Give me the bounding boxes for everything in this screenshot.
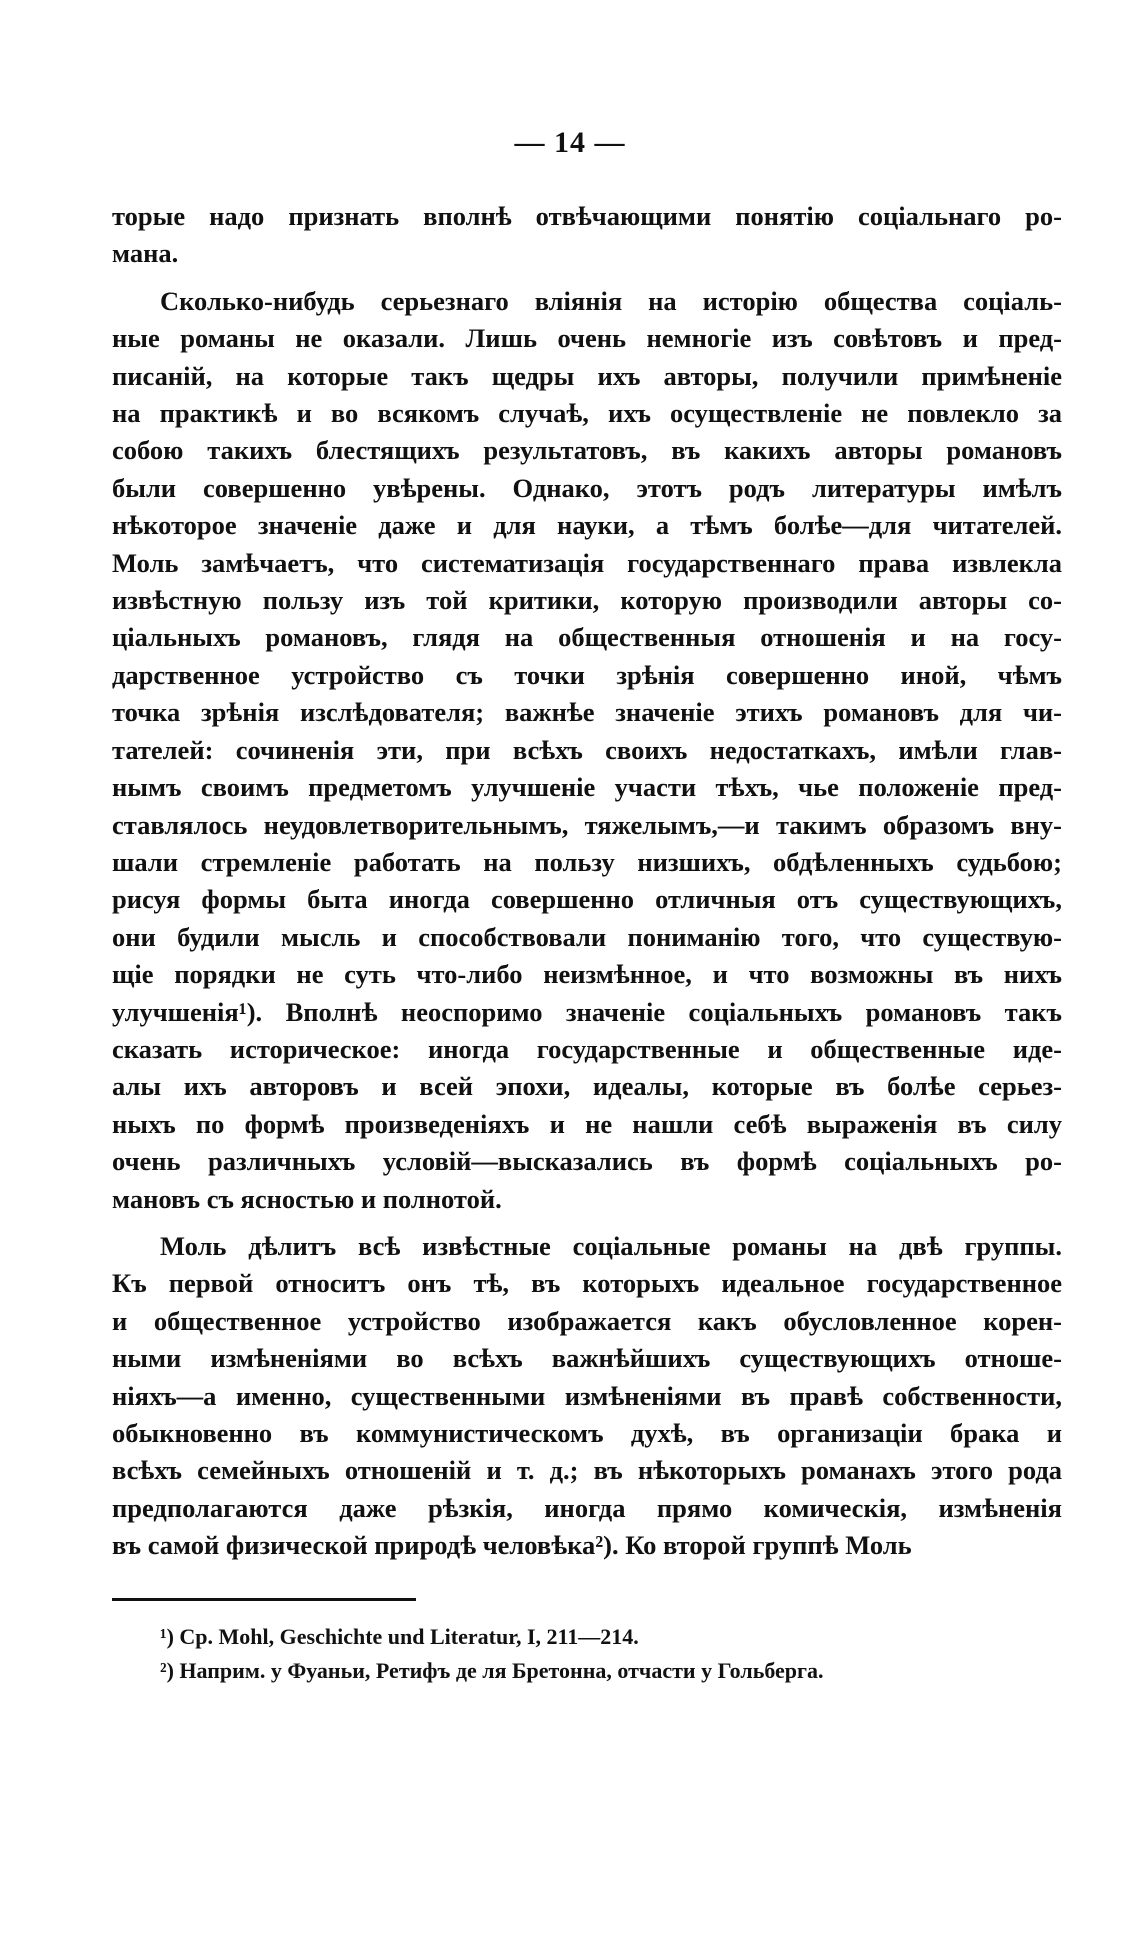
paragraph (112, 1228, 1062, 1565)
text-line: на практикѣ и во всякомъ случаѣ, ихъ осуществленіе не повлекло за (112, 398, 1062, 429)
text-line: рисуя формы быта иногда совершенно отличныя отъ существующихъ, (112, 884, 1062, 915)
paragraph (112, 283, 1062, 1218)
text-line: точка зрѣнія изслѣдователя; важнѣе значеніе этихъ романовъ для чи- (112, 697, 1062, 728)
text-line: Сколько-нибудь серьезнаго вліянія на исторію общества соціаль- (160, 285, 1062, 316)
text-line: ными измѣненіями во всѣхъ важнѣйшихъ существующихъ отноше- (112, 1343, 1062, 1374)
text-line: ные романы не оказали. Лишь очень немногіе изъ совѣтовъ и пред- (112, 323, 1062, 354)
text-line: Къ первой относитъ онъ тѣ, въ которыхъ идеальное государственное (112, 1268, 1062, 1299)
text-line: щіе порядки не суть что-либо неизмѣнное, и что возможны въ нихъ (112, 959, 1062, 990)
text-line: мана. (112, 238, 179, 269)
text-line: торые надо признать вполнѣ отвѣчающими понятію соціальнаго ро- (112, 201, 1062, 231)
footnote: ²) Наприм. у Фуаньи, Ретифъ де ля Бретонна, отчасти у Гольберга. (160, 1658, 824, 1683)
text-line: всѣхъ семейныхъ отношеній и т. д.; въ нѣкоторыхъ романахъ этого рода (112, 1455, 1062, 1486)
text-line: ніяхъ—а именно, существенными измѣненіями въ правѣ собственности, (112, 1380, 1062, 1411)
footnote: ¹) Ср. Mohl, Geschichte und Literatur, I, 211—214. (160, 1624, 639, 1649)
text-line: алы ихъ авторовъ и всей эпохи, идеалы, которые въ болѣе серьез- (112, 1071, 1062, 1102)
text-line: они будили мысль и способствовали пониманію того, что существую- (112, 921, 1062, 952)
footnotes (160, 1620, 1040, 1688)
paragraph-gap (112, 1218, 1062, 1228)
text-line: собою такихъ блестящихъ результатовъ, въ какихъ авторы романовъ (112, 435, 1062, 466)
text-line: нымъ своимъ предметомъ улучшеніе участи тѣхъ, чье положеніе пред- (112, 772, 1062, 803)
text-line: Моль дѣлитъ всѣ извѣстные соціальные романы на двѣ группы. (160, 1230, 1062, 1261)
text-line: улучшенія¹). Вполнѣ неоспоримо значеніе соціальныхъ романовъ такъ (112, 996, 1062, 1027)
text-line: ціальныхъ романовъ, глядя на общественныя отношенія и на госу- (112, 622, 1062, 653)
body-text (112, 198, 1062, 1565)
text-line: ставлялось неудовлетворительнымъ, тяжелымъ,—и такимъ образомъ вну- (112, 809, 1062, 840)
text-line: извѣстную пользу изъ той критики, которую производили авторы со- (112, 585, 1062, 616)
paragraph-gap (112, 273, 1062, 283)
text-line: нѣкоторое значеніе даже и для науки, а тѣмъ болѣе—для читателей. (112, 510, 1062, 541)
text-line: сказать историческое: иногда государственные и общественные иде- (112, 1033, 1062, 1064)
text-line: ныхъ по формѣ произведеніяхъ и не нашли себѣ выраженія въ силу (112, 1108, 1062, 1139)
text-line: предполагаются даже рѣзкія, иногда прямо комическія, измѣненія (112, 1492, 1062, 1523)
text-line: тателей: сочиненія эти, при всѣхъ своихъ недостаткахъ, имѣли глав- (112, 734, 1062, 765)
text-line: и общественное устройство изображается какъ обусловленное корен- (112, 1305, 1062, 1336)
text-line: очень различныхъ условій—высказались въ формѣ соціальныхъ ро- (112, 1146, 1062, 1177)
paragraph (112, 198, 1062, 273)
footnote-divider (112, 1598, 416, 1601)
text-line: шали стремленіе работать на пользу низшихъ, обдѣленныхъ судьбою; (112, 846, 1062, 877)
text-line: мановъ съ ясностью и полнотой. (112, 1183, 502, 1214)
text-line: Моль замѣчаетъ, что систематизація государственнаго права извлекла (112, 547, 1062, 578)
text-line: обыкновенно въ коммунистическомъ духѣ, въ организаціи брака и (112, 1418, 1062, 1448)
text-line: были совершенно увѣрены. Однако, этотъ родъ литературы имѣлъ (112, 472, 1062, 503)
text-line: въ самой физической природѣ человѣка²). Ко второй группѣ Моль (112, 1530, 912, 1561)
page-number: — 14 — (514, 126, 626, 159)
text-line: дарственное устройство съ точки зрѣнія совершенно иной, чѣмъ (112, 659, 1062, 690)
text-line: писаній, на которые такъ щедры ихъ авторы, получили примѣненіе (112, 360, 1062, 391)
